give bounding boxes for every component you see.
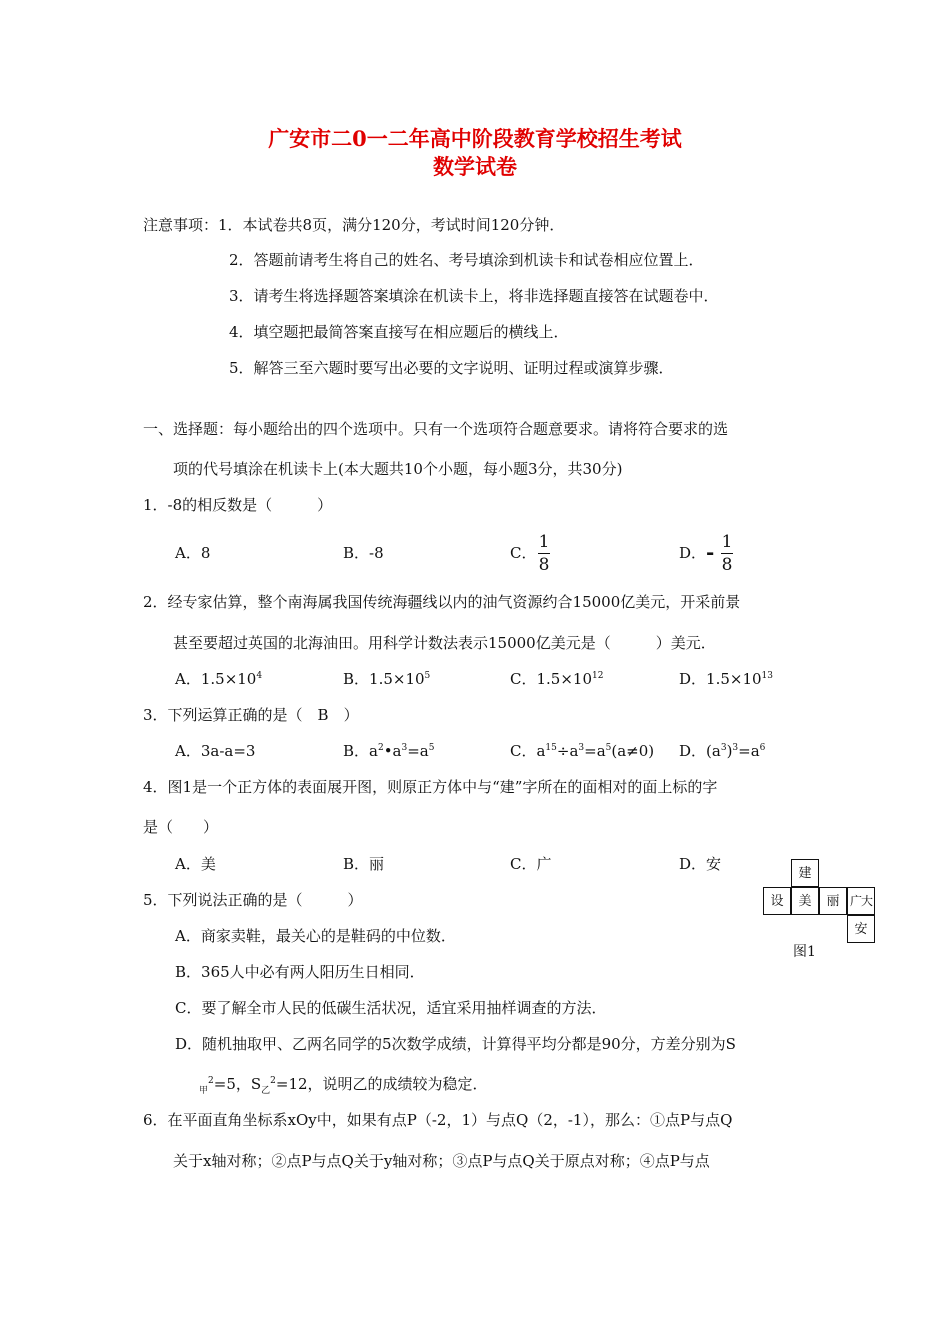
q3-b-part: •a xyxy=(383,742,402,760)
net-face-she: 设 xyxy=(763,887,791,915)
q3-stem: 3．下列运算正确的是（ B ） xyxy=(143,706,359,724)
q3-c-part: ÷a xyxy=(556,742,579,760)
q1-d-fraction xyxy=(719,531,735,576)
q5-option-c: C．要了解全市人民的低碳生活状况，适宜采用抽样调查的方法． xyxy=(175,999,607,1017)
q3-c-exp: 5 xyxy=(605,743,612,753)
q3-b-exp: 5 xyxy=(428,743,435,753)
q1-option-a: A．8 xyxy=(175,544,211,562)
q3-option-d xyxy=(679,741,765,761)
q2-d-base: D．1.5×10 xyxy=(679,670,762,688)
q5-option-d-cont xyxy=(199,1074,488,1101)
q1-stem: 1．-8的相反数是（ ） xyxy=(143,496,333,514)
q2-stem-line1: 2．经专家估算，整个南海属我国传统海疆线以内的油气资源约合15000亿美元，开采前景 xyxy=(143,593,741,611)
q3-d-part: =a xyxy=(738,742,760,760)
q5-d-part: =12，说明乙的成绩较为稳定． xyxy=(275,1075,488,1093)
section1-heading: 一、选择题：每小题给出的四个选项中。只有一个选项符合题意要求。请将符合要求的选 xyxy=(143,420,729,438)
q3-option-a: A．3a-a=3 xyxy=(175,742,256,760)
q3-c-part: (a≠0) xyxy=(611,742,655,760)
q3-c-part: =a xyxy=(584,742,606,760)
q1-c-numerator: 1 xyxy=(538,532,550,552)
net-face-an: 安 xyxy=(847,915,875,943)
notes-item-5: 5．解答三至六题时要写出必要的文字说明、证明过程或演算步骤． xyxy=(229,359,674,377)
exam-title: 广安市二0一二年高中阶段教育学校招生考试 xyxy=(268,126,682,151)
section1-heading-cont: 项的代号填涂在机读卡上(本大题共10个小题，每小题3分，共30分) xyxy=(173,460,623,478)
q1-c-fraction xyxy=(536,531,552,576)
q2-b-base: B．1.5×10 xyxy=(343,670,425,688)
q2-option-a xyxy=(175,669,262,689)
q2-a-exp: 4 xyxy=(256,671,263,681)
q3-b-exp: 3 xyxy=(401,743,408,753)
q3-b-part: B．a xyxy=(343,742,378,760)
q1-option-b: B．-8 xyxy=(343,544,384,562)
q5-stem: 5．下列说法正确的是（ ） xyxy=(143,891,363,909)
q6-stem-line2: 关于x轴对称；②点P与点Q关于y轴对称；③点P与点Q关于原点对称；④点P与点 xyxy=(173,1152,710,1170)
q2-stem-line2: 甚至要超过英国的北海油田。用科学计数法表示15000亿美元是（ ）美元． xyxy=(173,634,716,652)
q5-option-b: B．365人中必有两人阳历生日相同． xyxy=(175,963,425,981)
q5-d-part: =5，S xyxy=(213,1075,262,1093)
q1-option-d: D． xyxy=(679,544,707,562)
net-face-li: 丽 xyxy=(819,887,847,915)
q4-option-c: C．广 xyxy=(510,855,552,873)
q2-d-exp: 13 xyxy=(761,671,773,681)
figure1-caption: 图1 xyxy=(793,944,816,960)
q3-c-part: C．a xyxy=(510,742,546,760)
q2-option-c xyxy=(510,669,603,689)
q2-option-b xyxy=(343,669,430,689)
exam-subtitle: 数学试卷 xyxy=(433,154,517,179)
notes-item-3: 3．请考生将选择题答案填涂在机读卡上，将非选择题直接答在试题卷中． xyxy=(229,287,719,305)
q4-option-b: B．丽 xyxy=(343,855,385,873)
q3-d-exp: 3 xyxy=(720,743,727,753)
q3-b-exp: 2 xyxy=(377,743,384,753)
q3-b-part: =a xyxy=(407,742,429,760)
q1-d-minus: - xyxy=(706,540,715,564)
net-face-guangda: 广大 xyxy=(847,887,875,915)
q3-d-exp: 3 xyxy=(732,743,739,753)
q5-option-d: D．随机抽取甲、乙两名同学的5次数学成绩，计算得平均分都是90分，方差分别为S xyxy=(175,1035,736,1053)
q2-c-base: C．1.5×10 xyxy=(510,670,592,688)
q3-d-part: ) xyxy=(726,742,733,760)
q1-option-c: C． xyxy=(510,544,537,562)
q3-d-exp: 6 xyxy=(759,743,766,753)
q3-d-part: D．(a xyxy=(679,742,721,760)
q4-option-a: A．美 xyxy=(175,855,216,873)
q3-c-exp: 15 xyxy=(545,743,557,753)
q1-c-denominator: 8 xyxy=(538,555,550,575)
q5-sup: 2 xyxy=(208,1076,214,1086)
q3-option-b xyxy=(343,741,434,761)
q5-option-a: A．商家卖鞋，最关心的是鞋码的中位数． xyxy=(175,927,456,945)
notes-lead: 注意事项：1．本试卷共8页，满分120分，考试时间120分钟． xyxy=(143,216,565,234)
q4-stem-line1: 4．图1是一个正方体的表面展开图，则原正方体中与“建”字所在的面相对的面上标的字 xyxy=(143,778,718,796)
net-face-mei: 美 xyxy=(791,887,819,915)
notes-item-4: 4．填空题把最简答案直接写在相应题后的横线上． xyxy=(229,323,569,341)
q6-stem-line1: 6．在平面直角坐标系xOy中，如果有点P（-2，1）与点Q（2，-1），那么：①点P与点Q xyxy=(143,1111,733,1129)
q1-d-numerator: 1 xyxy=(721,532,733,552)
q2-option-d xyxy=(679,669,773,689)
q3-c-exp: 3 xyxy=(578,743,585,753)
net-face-jian: 建 xyxy=(791,859,819,887)
q2-c-exp: 12 xyxy=(592,671,604,681)
q5-sub: 乙 xyxy=(261,1086,271,1096)
q1-d-denominator: 8 xyxy=(721,555,733,575)
q3-option-c xyxy=(510,741,654,761)
q2-a-base: A．1.5×10 xyxy=(175,670,257,688)
notes-item-2: 2．答题前请考生将自己的姓名、考号填涂到机读卡和试卷相应位置上． xyxy=(229,251,704,269)
q2-b-exp: 5 xyxy=(424,671,431,681)
q5-sup: 2 xyxy=(270,1076,276,1086)
q5-sub: 甲 xyxy=(199,1086,209,1096)
q4-option-d: D．安 xyxy=(679,855,722,873)
q4-stem-line2: 是（ ） xyxy=(143,818,219,836)
